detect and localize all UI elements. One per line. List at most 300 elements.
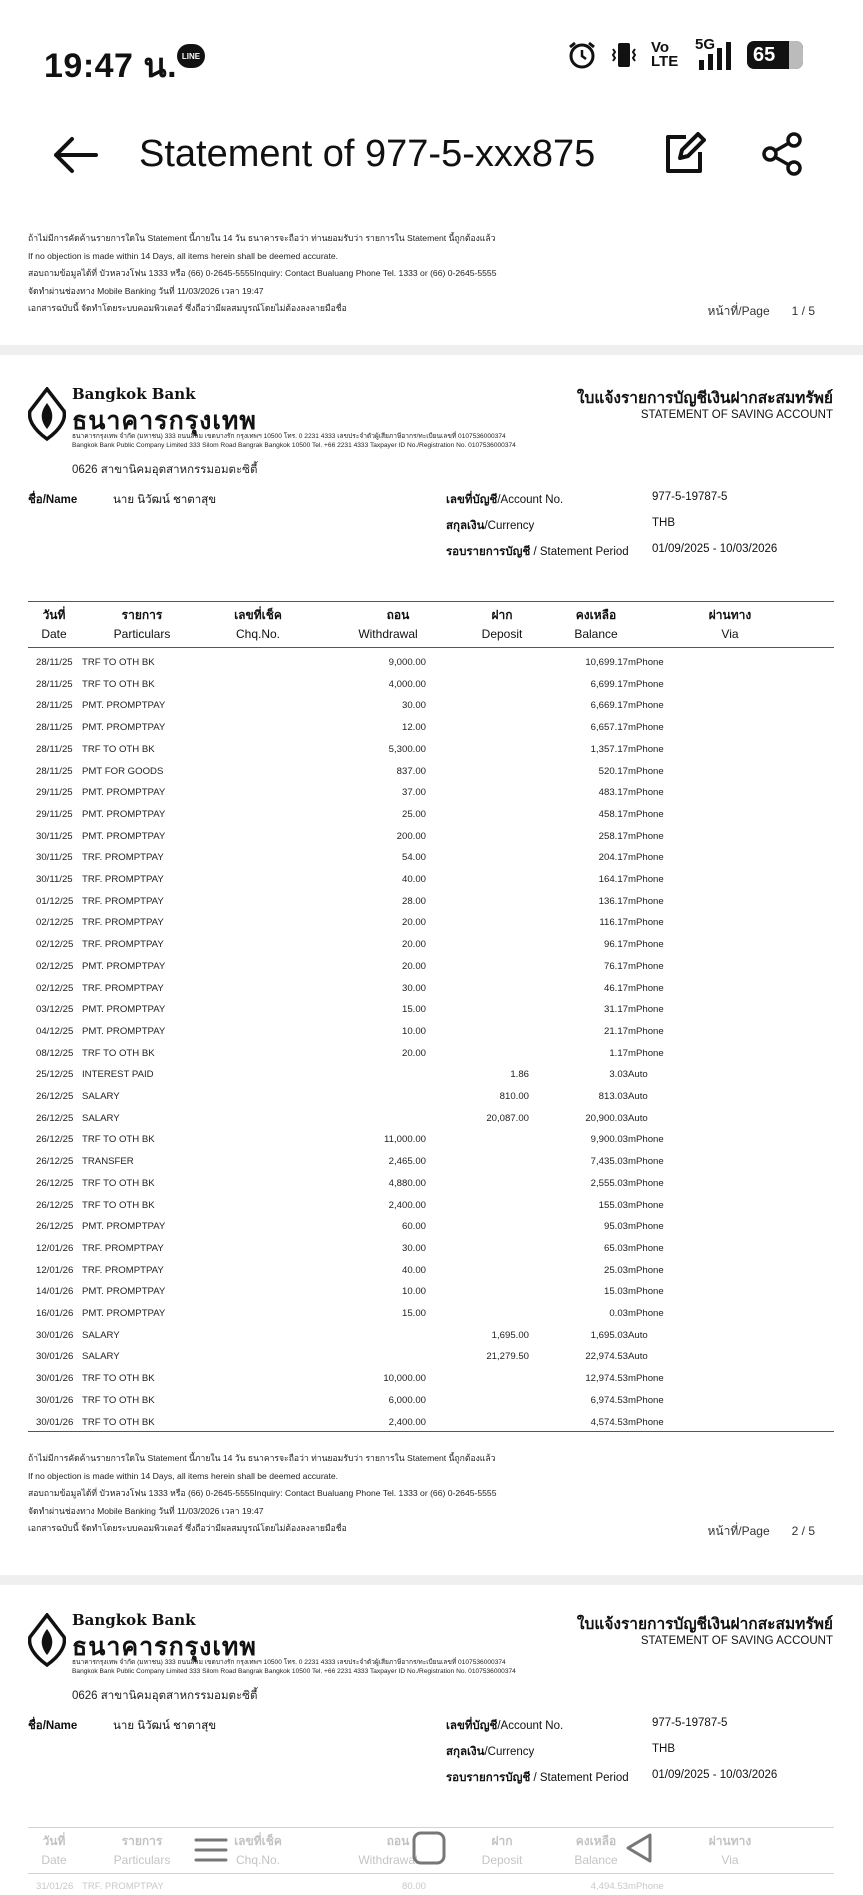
cell-balance: 1,357.17 xyxy=(590,743,628,755)
cell-balance: 116.17 xyxy=(599,917,628,929)
cell-withdrawal: 60.00 xyxy=(401,1221,426,1233)
col-header-via-th: ผ่านทาง xyxy=(708,608,752,622)
table-row xyxy=(28,892,834,914)
table-row xyxy=(28,718,834,740)
cell-via: Auto xyxy=(628,1351,648,1363)
currency-value: THB xyxy=(652,1743,675,1755)
footer-line: If no objection is made within 14 Days, all items herein shall be deemed accurate. xyxy=(28,250,339,261)
cell-via: mPhone xyxy=(628,895,664,907)
col-header-particulars-th: รายการ xyxy=(121,608,163,622)
account-label-en: /Account No. xyxy=(497,1720,564,1732)
cell-balance: 6,669.17 xyxy=(590,700,628,712)
cell-date: 30/01/26 xyxy=(36,1329,74,1341)
cell-via: mPhone xyxy=(628,1242,664,1254)
name-value: นาย นิวัฒน์ ชาตาสุข xyxy=(113,1720,217,1732)
cell-particulars: PMT. PROMPTPAY xyxy=(82,1025,166,1037)
back-button[interactable] xyxy=(50,133,100,177)
cell-date: 28/11/25 xyxy=(36,722,73,734)
table-row xyxy=(28,1347,834,1369)
cell-balance: 10,699.17 xyxy=(585,657,628,668)
table-row xyxy=(28,979,834,1001)
footer-line: สอบถามข้อมูลได้ที่ บัวหลวงโฟน 1333 หรือ (66) 0-2645-5555Inquiry: Contact Bualuang Phone Tel. 1333 or (66) 0-2645-5555 xyxy=(28,268,497,278)
cell-date: 14/01/26 xyxy=(36,1286,74,1298)
status-bar xyxy=(0,0,863,115)
cell-particulars: TRF TO OTH BK xyxy=(82,1134,155,1146)
cell-balance: 520.17 xyxy=(598,765,628,777)
cell-withdrawal: 28.00 xyxy=(401,895,426,907)
page-word: หน้าที่/Page xyxy=(707,1524,770,1538)
col-header-withdrawal-th: ถอน xyxy=(386,608,410,622)
page-number-value: 2 / 5 xyxy=(791,1524,815,1538)
branch-name: 0626 สาขานิคมอุตสาหกรรมอมตะซิตี้ xyxy=(72,1690,258,1702)
col-header-balance: Balance xyxy=(574,627,618,641)
cell-withdrawal: 54.00 xyxy=(401,852,426,864)
cell-via: mPhone xyxy=(628,1156,664,1168)
cell-date: 28/11/25 xyxy=(36,743,73,755)
cell-date: 29/11/25 xyxy=(36,787,73,799)
account-label-th: เลขที่บัญชี xyxy=(446,1720,498,1732)
col-header-chq-th: เลขที่เช็ค xyxy=(234,1834,282,1848)
cell-balance: 458.17 xyxy=(598,808,628,820)
table-row xyxy=(28,783,834,805)
table-row xyxy=(28,1369,834,1391)
cell-balance: 25.03 xyxy=(603,1264,628,1276)
cell-date: 28/11/25 xyxy=(36,657,73,668)
cell-via: mPhone xyxy=(628,1881,664,1892)
cell-date: 29/11/25 xyxy=(36,808,73,820)
cell-via: mPhone xyxy=(628,1177,664,1189)
cell-date: 28/11/25 xyxy=(36,765,73,777)
cell-date: 16/01/26 xyxy=(36,1308,74,1319)
cell-withdrawal: 200.00 xyxy=(396,830,426,842)
currency-label xyxy=(446,517,534,535)
cell-via: mPhone xyxy=(628,1373,664,1385)
app-bar xyxy=(0,115,863,195)
cell-withdrawal: 5,300.00 xyxy=(388,743,426,755)
cell-via: mPhone xyxy=(628,982,664,994)
cell-date: 01/12/25 xyxy=(36,895,74,907)
cell-particulars: TRF. PROMPTPAY xyxy=(82,982,164,994)
cell-particulars: TRF. PROMPTPAY xyxy=(82,939,164,951)
account-value: 977-5-19787-5 xyxy=(652,1717,728,1729)
cell-balance: 813.03 xyxy=(598,1091,628,1102)
table-row xyxy=(28,848,834,870)
page-divider xyxy=(0,1575,863,1585)
cell-particulars: PMT. PROMPTPAY xyxy=(82,1004,166,1016)
bank-name-th: ธนาคารกรุงเทพ xyxy=(72,407,257,435)
table-row xyxy=(28,827,834,849)
cell-particulars: TRF TO OTH BK xyxy=(82,657,155,668)
cell-balance: 3.03 xyxy=(609,1069,628,1081)
cell-via: mPhone xyxy=(628,1308,664,1319)
cell-via: mPhone xyxy=(628,1004,664,1016)
col-header-deposit: Deposit xyxy=(481,1853,523,1867)
footer-notes xyxy=(28,230,496,318)
col-header-date-th: วันที่ xyxy=(42,1834,66,1848)
table-row xyxy=(28,935,834,957)
page-title: Statement of 977-5-xxx875 xyxy=(139,133,596,175)
col-header-chq: Chq.No. xyxy=(235,1853,281,1867)
cell-balance: 483.17 xyxy=(598,787,628,799)
cell-withdrawal: 20.00 xyxy=(401,917,426,929)
table-header-border xyxy=(28,647,834,648)
footer-line: If no objection is made within 14 Days, all items herein shall be deemed accurate. xyxy=(28,1470,339,1481)
cell-withdrawal: 4,880.00 xyxy=(388,1177,426,1189)
cell-particulars: SALARY xyxy=(82,1091,120,1102)
status-icons xyxy=(567,36,803,70)
cell-via: mPhone xyxy=(628,657,664,668)
bank-address xyxy=(72,1658,516,1676)
table-row xyxy=(28,1391,834,1413)
cell-date: 26/12/25 xyxy=(36,1199,74,1211)
footer-line: เอกสารฉบับนี้ จัดทำโดยระบบคอมพิวเตอร์ ซึ่งถือว่ามีผลสมบูรณ์โดยไม่ต้องลงลายมือชื่อ xyxy=(28,303,347,313)
edit-icon xyxy=(662,132,706,176)
status-time: 19:47 น. xyxy=(44,47,178,85)
cell-date: 31/01/26 xyxy=(36,1881,74,1892)
cell-balance: 96.17 xyxy=(603,939,628,951)
cell-particulars: TRF TO OTH BK xyxy=(82,678,155,690)
table-row xyxy=(28,1152,834,1174)
cell-date: 30/01/26 xyxy=(36,1394,74,1406)
bank-name-th: ธนาคารกรุงเทพ xyxy=(72,1633,257,1661)
bank-name-en: Bangkok Bank xyxy=(72,1611,196,1629)
cell-balance: 22,974.53 xyxy=(585,1351,628,1363)
table-row xyxy=(28,740,834,762)
cell-withdrawal: 37.00 xyxy=(401,787,426,799)
table-row xyxy=(28,696,834,718)
table-row xyxy=(28,1326,834,1348)
home-button[interactable] xyxy=(406,1825,456,1875)
cell-balance: 1,695.03 xyxy=(590,1329,628,1341)
cell-deposit: 810.00 xyxy=(499,1091,529,1102)
col-header-deposit-th: ฝาก xyxy=(491,608,513,622)
cell-via: mPhone xyxy=(628,808,664,820)
cell-via: mPhone xyxy=(628,1199,664,1211)
cell-withdrawal: 10.00 xyxy=(401,1025,426,1037)
cell-particulars: SALARY xyxy=(82,1329,120,1341)
cell-particulars: TRF TO OTH BK xyxy=(82,743,155,755)
cell-withdrawal: 80.00 xyxy=(401,1881,426,1892)
page-2-footer xyxy=(0,1450,863,1575)
cell-balance: 76.17 xyxy=(603,960,628,972)
cell-deposit: 21,279.50 xyxy=(486,1351,529,1363)
cell-particulars: PMT. PROMPTPAY xyxy=(82,1308,166,1319)
statement-title-th: ใบแจ้งรายการบัญชีเงินฝากสะสมทรัพย์ xyxy=(576,1616,833,1633)
col-header-balance: Balance xyxy=(574,1853,618,1867)
period-label xyxy=(446,1769,629,1787)
page-number xyxy=(708,302,815,321)
currency-label-en: /Currency xyxy=(484,1746,535,1758)
table-row xyxy=(28,1217,834,1239)
cell-via: mPhone xyxy=(628,939,664,951)
back-nav-button[interactable] xyxy=(616,1825,666,1875)
page-number xyxy=(708,1522,815,1541)
cell-particulars: TRF TO OTH BK xyxy=(82,1177,155,1189)
table-row xyxy=(28,957,834,979)
cell-withdrawal: 25.00 xyxy=(401,808,426,820)
col-header-deposit: Deposit xyxy=(481,627,523,641)
table-row xyxy=(28,870,834,892)
cell-date: 30/01/26 xyxy=(36,1373,74,1385)
cell-withdrawal: 15.00 xyxy=(401,1308,426,1319)
cell-date: 30/11/25 xyxy=(36,852,73,864)
cell-balance: 20,900.03 xyxy=(585,1112,628,1124)
table-row xyxy=(28,1109,834,1131)
bangkok-bank-logo-icon xyxy=(28,387,66,441)
cell-balance: 4,574.53 xyxy=(590,1416,628,1428)
cell-withdrawal: 20.00 xyxy=(401,939,426,951)
cell-via: mPhone xyxy=(628,1134,664,1146)
period-label-th: รอบรายการบัญชี xyxy=(446,1772,531,1784)
battery-indicator xyxy=(747,41,803,69)
bank-name-en: Bangkok Bank xyxy=(72,385,196,403)
cell-withdrawal: 2,400.00 xyxy=(388,1199,426,1211)
cell-particulars: TRF TO OTH BK xyxy=(82,1047,155,1059)
cell-particulars: SALARY xyxy=(82,1351,120,1363)
page-2 xyxy=(0,355,863,1575)
table-row xyxy=(28,1130,834,1152)
volte-indicator: Vo LTE xyxy=(651,39,679,70)
account-label xyxy=(446,491,563,509)
back-triangle-icon xyxy=(616,1825,666,1875)
cell-via: mPhone xyxy=(628,1394,664,1406)
footer-notes xyxy=(28,1450,496,1538)
cell-deposit: 1.86 xyxy=(510,1069,529,1081)
cell-date: 02/12/25 xyxy=(36,982,74,994)
cell-via: mPhone xyxy=(628,1221,664,1233)
account-value: 977-5-19787-5 xyxy=(652,491,728,503)
cell-withdrawal: 40.00 xyxy=(401,1264,426,1276)
cell-via: mPhone xyxy=(628,787,664,799)
table-row xyxy=(28,1000,834,1022)
cell-balance: 6,974.53 xyxy=(590,1394,628,1406)
cell-withdrawal: 20.00 xyxy=(401,960,426,972)
cell-via: Auto xyxy=(628,1329,648,1341)
cell-particulars: TRF. PROMPTPAY xyxy=(82,852,164,864)
cell-via: mPhone xyxy=(628,1264,664,1276)
footer-line: ถ้าไม่มีการคัดค้านรายการใดใน Statement นี้ภายใน 14 วัน ธนาคารจะถือว่า ท่านยอมรับว่า รายการใน Statement นี้ถูกต้องแล้ว xyxy=(28,233,496,243)
cell-via: Auto xyxy=(628,1112,648,1124)
cell-particulars: PMT. PROMPTPAY xyxy=(82,1221,166,1233)
alarm-icon xyxy=(567,40,597,70)
statement-title-en: STATEMENT OF SAVING ACCOUNT xyxy=(640,409,833,421)
col-header-date: Date xyxy=(41,627,67,641)
cell-date: 26/12/25 xyxy=(36,1112,74,1124)
period-label-en: / Statement Period xyxy=(530,546,629,558)
col-header-withdrawal: Withdrawal xyxy=(358,627,418,641)
cell-withdrawal: 30.00 xyxy=(401,982,426,994)
table-row xyxy=(28,1196,834,1218)
cell-balance: 204.17 xyxy=(598,852,628,864)
cell-date: 02/12/25 xyxy=(36,960,74,972)
bank-address xyxy=(72,432,516,450)
cell-via: mPhone xyxy=(628,765,664,777)
cell-withdrawal: 12.00 xyxy=(401,722,426,734)
col-header-deposit-th: ฝาก xyxy=(491,1834,513,1848)
cell-withdrawal: 10,000.00 xyxy=(383,1373,426,1385)
table-row xyxy=(28,1044,834,1066)
cell-date: 26/12/25 xyxy=(36,1156,74,1168)
currency-value: THB xyxy=(652,517,675,529)
cell-particulars: PMT. PROMPTPAY xyxy=(82,808,166,820)
branch-name: 0626 สาขานิคมอุตสาหกรรมอมตะซิตี้ xyxy=(72,464,258,476)
cell-particulars: TRF. PROMPTPAY xyxy=(82,1242,164,1254)
col-header-via: Via xyxy=(721,1853,739,1867)
edit-button[interactable] xyxy=(662,132,706,176)
network-type: 5G xyxy=(695,36,716,53)
cell-balance: 7,435.03 xyxy=(590,1156,628,1168)
col-header-chq: Chq.No. xyxy=(235,627,281,641)
bank-address-en: Bangkok Bank Public Company Limited 333 Silom Road Bangrak Bangkok 10500 Tel. +66 2231 4333 Taxpayer ID No./Registration No. 0107536000374 xyxy=(72,1668,516,1675)
col-header-balance-th: คงเหลือ xyxy=(575,608,617,622)
table-row xyxy=(28,1304,834,1326)
cell-date: 04/12/25 xyxy=(36,1025,74,1037)
page-divider xyxy=(0,345,863,355)
cell-date: 30/11/25 xyxy=(36,830,73,842)
bangkok-bank-logo-icon xyxy=(28,1613,66,1667)
cell-via: Auto xyxy=(628,1069,648,1081)
table-row xyxy=(28,1282,834,1304)
account-label-en: /Account No. xyxy=(497,494,564,506)
cell-particulars: PMT. PROMPTPAY xyxy=(82,722,166,734)
cell-via: mPhone xyxy=(628,960,664,972)
table-row xyxy=(28,1239,834,1261)
cell-particulars: TRF TO OTH BK xyxy=(82,1394,155,1406)
footer-line: จัดทำผ่านช่องทาง Mobile Banking วันที่ 11/03/2026 เวลา 19:47 xyxy=(28,1505,264,1516)
share-button[interactable] xyxy=(760,132,804,176)
cell-balance: 9,900.03 xyxy=(590,1134,628,1146)
system-nav-bar xyxy=(0,1815,863,1895)
statement-title-th: ใบแจ้งรายการบัญชีเงินฝากสะสมทรัพย์ xyxy=(576,390,833,407)
cell-particulars: PMT. PROMPTPAY xyxy=(82,1286,166,1298)
cell-particulars: PMT. PROMPTPAY xyxy=(82,960,166,972)
name-label: ชื่อ/Name xyxy=(28,1720,78,1732)
cell-balance: 4,494.53 xyxy=(590,1881,628,1892)
cell-via: Auto xyxy=(628,1091,648,1102)
cell-withdrawal: 20.00 xyxy=(401,1047,426,1059)
cell-date: 30/01/26 xyxy=(36,1416,74,1428)
cell-withdrawal: 10.00 xyxy=(401,1286,426,1298)
cell-particulars: PMT. PROMPTPAY xyxy=(82,830,166,842)
col-header-chq-th: เลขที่เช็ค xyxy=(234,608,282,622)
footer-line: เอกสารฉบับนี้ จัดทำโดยระบบคอมพิวเตอร์ ซึ่งถือว่ามีผลสมบูรณ์โดยไม่ต้องลงลายมือชื่อ xyxy=(28,1523,347,1533)
cell-balance: 164.17 xyxy=(598,874,628,885)
footer-line: สอบถามข้อมูลได้ที่ บัวหลวงโฟน 1333 หรือ (66) 0-2645-5555Inquiry: Contact Bualuang Phone Tel. 1333 or (66) 0-2645-5555 xyxy=(28,1488,497,1498)
table-row xyxy=(28,1087,834,1109)
back-arrow-icon xyxy=(50,133,100,177)
cell-withdrawal: 15.00 xyxy=(401,1004,426,1016)
cell-particulars: INTEREST PAID xyxy=(82,1069,154,1081)
cell-via: mPhone xyxy=(628,1286,664,1298)
page-word: หน้าที่/Page xyxy=(707,304,770,318)
table-top-border xyxy=(28,601,834,602)
table-row xyxy=(28,653,834,675)
currency-label xyxy=(446,1743,534,1761)
cell-date: 30/01/26 xyxy=(36,1351,74,1363)
cell-via: mPhone xyxy=(628,743,664,755)
cell-date: 26/12/25 xyxy=(36,1134,74,1146)
table-row xyxy=(28,675,834,697)
col-header-date-th: วันที่ xyxy=(42,608,66,622)
recent-apps-button[interactable] xyxy=(186,1825,236,1875)
table-row xyxy=(28,1174,834,1196)
cell-date: 26/12/25 xyxy=(36,1177,74,1189)
cell-withdrawal: 4,000.00 xyxy=(388,678,426,690)
cell-date: 08/12/25 xyxy=(36,1047,74,1059)
col-header-via: Via xyxy=(721,627,739,641)
recent-apps-icon xyxy=(186,1825,236,1875)
table-row xyxy=(28,805,834,827)
name-value: นาย นิวัฒน์ ชาตาสุข xyxy=(113,494,217,506)
period-value: 01/09/2025 - 10/03/2026 xyxy=(652,1769,778,1781)
cell-balance: 46.17 xyxy=(603,982,628,994)
cell-date: 30/11/25 xyxy=(36,874,73,885)
table-row xyxy=(28,1261,834,1283)
statement-title-en: STATEMENT OF SAVING ACCOUNT xyxy=(640,1635,833,1647)
statement-document[interactable] xyxy=(0,220,863,1895)
cell-particulars: TRF TO OTH BK xyxy=(82,1373,155,1385)
cell-date: 28/11/25 xyxy=(36,700,73,712)
cell-balance: 6,657.17 xyxy=(590,722,628,734)
cell-via: mPhone xyxy=(628,722,664,734)
cell-date: 28/11/25 xyxy=(36,678,73,690)
table-row xyxy=(28,1022,834,1044)
signal-icon xyxy=(691,36,735,70)
cell-balance: 95.03 xyxy=(603,1221,628,1233)
cell-withdrawal: 30.00 xyxy=(401,700,426,712)
cell-date: 25/12/25 xyxy=(36,1069,74,1081)
line-app-icon: LINE xyxy=(177,44,205,68)
col-header-balance-th: คงเหลือ xyxy=(575,1834,617,1848)
cell-date: 03/12/25 xyxy=(36,1004,74,1016)
cell-withdrawal: 40.00 xyxy=(401,874,426,885)
col-header-particulars: Particulars xyxy=(113,1853,171,1867)
cell-balance: 6,699.17 xyxy=(590,678,628,690)
page-1-footer xyxy=(0,220,863,345)
cell-balance: 1.17 xyxy=(609,1047,628,1059)
account-label-th: เลขที่บัญชี xyxy=(446,494,498,506)
cell-date: 02/12/25 xyxy=(36,917,74,929)
currency-label-th: สกุลเงิน xyxy=(446,1746,485,1758)
cell-balance: 2,555.03 xyxy=(590,1177,628,1189)
cell-balance: 12,974.53 xyxy=(585,1373,628,1385)
table-bottom-border xyxy=(28,1431,834,1432)
col-header-withdrawal-th: ถอน xyxy=(386,1834,410,1848)
cell-withdrawal: 30.00 xyxy=(401,1242,426,1254)
cell-particulars: TRF TO OTH BK xyxy=(82,1199,155,1211)
col-header-withdrawal: Withdrawal xyxy=(358,1853,418,1867)
cell-deposit: 1,695.00 xyxy=(491,1329,529,1341)
cell-balance: 155.03 xyxy=(598,1199,628,1211)
col-header-particulars: Particulars xyxy=(113,627,171,641)
cell-balance: 65.03 xyxy=(603,1242,628,1254)
account-label xyxy=(446,1717,563,1735)
cell-withdrawal: 2,400.00 xyxy=(388,1416,426,1428)
cell-balance: 0.03 xyxy=(609,1308,628,1319)
cell-withdrawal: 6,000.00 xyxy=(388,1394,426,1406)
cell-via: mPhone xyxy=(628,1025,664,1037)
currency-label-en: /Currency xyxy=(484,520,535,532)
currency-label-th: สกุลเงิน xyxy=(446,520,485,532)
cell-via: mPhone xyxy=(628,1047,664,1059)
footer-line: ถ้าไม่มีการคัดค้านรายการใดใน Statement นี้ภายใน 14 วัน ธนาคารจะถือว่า ท่านยอมรับว่า รายการใน Statement นี้ถูกต้องแล้ว xyxy=(28,1453,496,1463)
cell-via: mPhone xyxy=(628,678,664,690)
cell-particulars: PMT FOR GOODS xyxy=(82,765,164,777)
cell-date: 26/12/25 xyxy=(36,1091,74,1102)
cell-date: 12/01/26 xyxy=(36,1264,74,1276)
vibrate-icon xyxy=(609,40,639,70)
cell-date: 02/12/25 xyxy=(36,939,74,951)
